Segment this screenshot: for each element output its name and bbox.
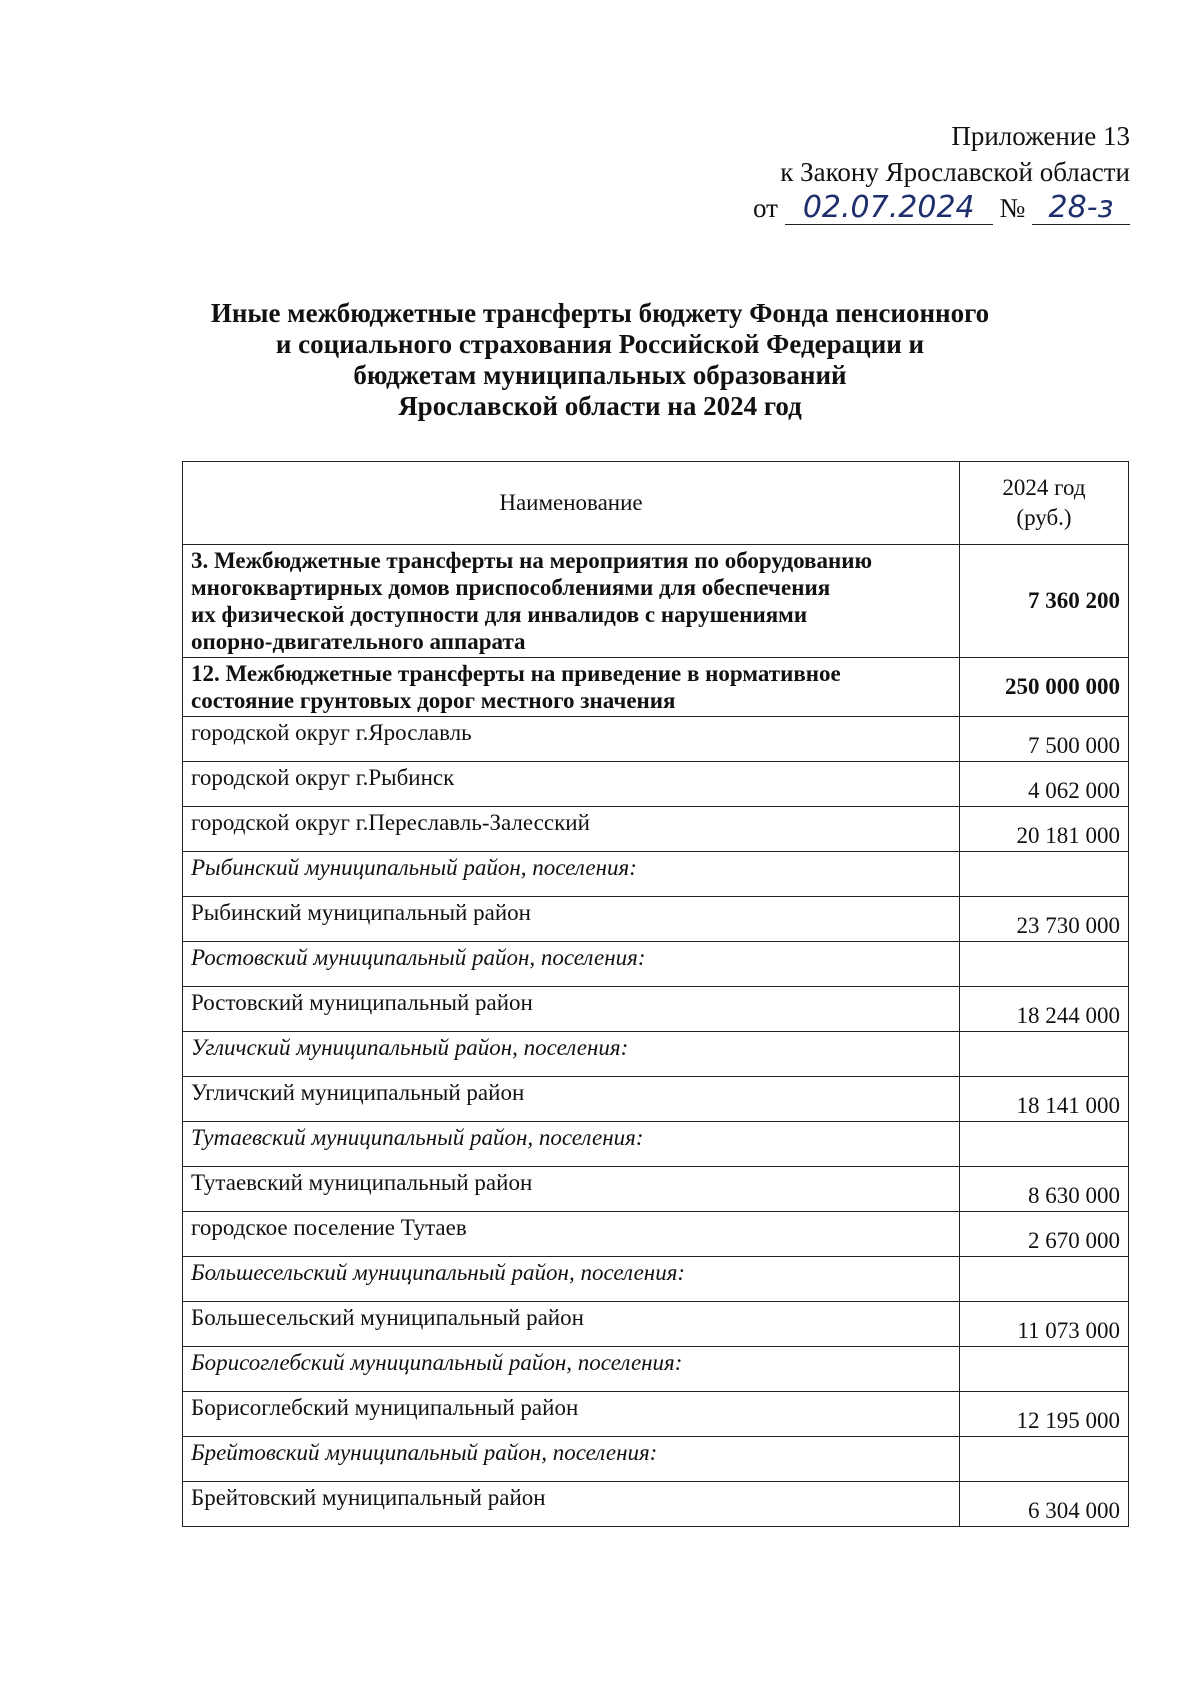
group-value [960,1347,1129,1392]
number-sign: № [999,193,1026,223]
section-title-line: многоквартирных домов приспособлениями для обеспечения [191,575,831,600]
date-number-line [753,190,1130,226]
document-header [753,118,1130,226]
row-name: Угличский муниципальный район [183,1077,960,1122]
group-value [960,1437,1129,1482]
table-row [183,1167,1129,1212]
group-name: Ростовский муниципальный район, поселения: [183,942,960,987]
group-header-row [183,852,1129,897]
row-name: Борисоглебский муниципальный район [183,1392,960,1437]
section-value: 250 000 000 [960,658,1129,717]
row-name: Ростовский муниципальный район [183,987,960,1032]
group-value [960,1122,1129,1167]
law-reference: к Закону Ярославской области [780,157,1130,187]
handwritten-date: 02.07.2024 [785,192,993,225]
group-header-row [183,942,1129,987]
row-value: 4 062 000 [960,762,1129,807]
table-header-row [183,462,1129,545]
section-title [183,545,960,658]
group-name: Рыбинский муниципальный район, поселения: [183,852,960,897]
row-value: 2 670 000 [960,1212,1129,1257]
group-header-row [183,1032,1129,1077]
row-name: Брейтовский муниципальный район [183,1482,960,1527]
row-name: городской округ г.Переславль-Залесский [183,807,960,852]
row-name: Рыбинский муниципальный район [183,897,960,942]
table-row [183,807,1129,852]
row-name: Большесельский муниципальный район [183,1302,960,1347]
group-name: Брейтовский муниципальный район, поселения: [183,1437,960,1482]
group-name: Тутаевский муниципальный район, поселения: [183,1122,960,1167]
table-row [183,1302,1129,1347]
handwritten-number: 28-з [1032,192,1130,225]
table-row [183,1212,1129,1257]
table-row [183,987,1129,1032]
column-header-year [960,462,1129,545]
section-row [183,545,1129,658]
row-value: 18 244 000 [960,987,1129,1032]
group-name: Большесельский муниципальный район, поселения: [183,1257,960,1302]
row-name: Тутаевский муниципальный район [183,1167,960,1212]
group-header-row [183,1122,1129,1167]
group-value [960,1257,1129,1302]
row-value: 23 730 000 [960,897,1129,942]
group-value [960,852,1129,897]
row-name: городское поселение Тутаев [183,1212,960,1257]
section-title-line: 3. Межбюджетные трансферты на мероприятия по оборудованию [191,548,873,573]
column-header-name: Наименование [183,462,960,545]
title-line-4: Ярославской области на 2024 год [398,391,802,421]
row-value: 8 630 000 [960,1167,1129,1212]
section-row [183,658,1129,717]
group-header-row [183,1347,1129,1392]
row-value: 20 181 000 [960,807,1129,852]
table-row [183,1482,1129,1527]
title-line-3: бюджетам муниципальных образований [353,360,847,390]
row-value: 6 304 000 [960,1482,1129,1527]
table-row [183,717,1129,762]
title-line-1: Иные межбюджетные трансферты бюджету Фонда пенсионного [210,298,990,328]
document-title [170,298,1030,422]
row-value: 18 141 000 [960,1077,1129,1122]
section-title-line: опорно-двигательного аппарата [191,629,526,654]
date-prefix: от [753,193,778,223]
title-line-2: и социального страхования Российской Федерации и [275,329,925,359]
appendix-label: Приложение 13 [951,121,1130,151]
column-header-year-line1: 2024 год [1002,475,1086,500]
group-value [960,1032,1129,1077]
group-header-row [183,1437,1129,1482]
table-row [183,897,1129,942]
section-title-line: 12. Межбюджетные трансферты на приведение в нормативное [191,661,841,686]
transfers-table [182,461,1129,1527]
section-title-line: состояние грунтовых дорог местного значения [191,688,676,713]
section-title [183,658,960,717]
group-name: Борисоглебский муниципальный район, поселения: [183,1347,960,1392]
section-value: 7 360 200 [960,545,1129,658]
column-header-year-line2: (руб.) [1016,505,1072,530]
table-row [183,762,1129,807]
row-name: городской округ г.Ярославль [183,717,960,762]
row-value: 12 195 000 [960,1392,1129,1437]
group-header-row [183,1257,1129,1302]
table-row [183,1392,1129,1437]
row-value: 11 073 000 [960,1302,1129,1347]
row-name: городской округ г.Рыбинск [183,762,960,807]
group-value [960,942,1129,987]
table-row [183,1077,1129,1122]
section-title-line: их физической доступности для инвалидов с нарушениями [191,602,808,627]
row-value: 7 500 000 [960,717,1129,762]
group-name: Угличский муниципальный район, поселения: [183,1032,960,1077]
